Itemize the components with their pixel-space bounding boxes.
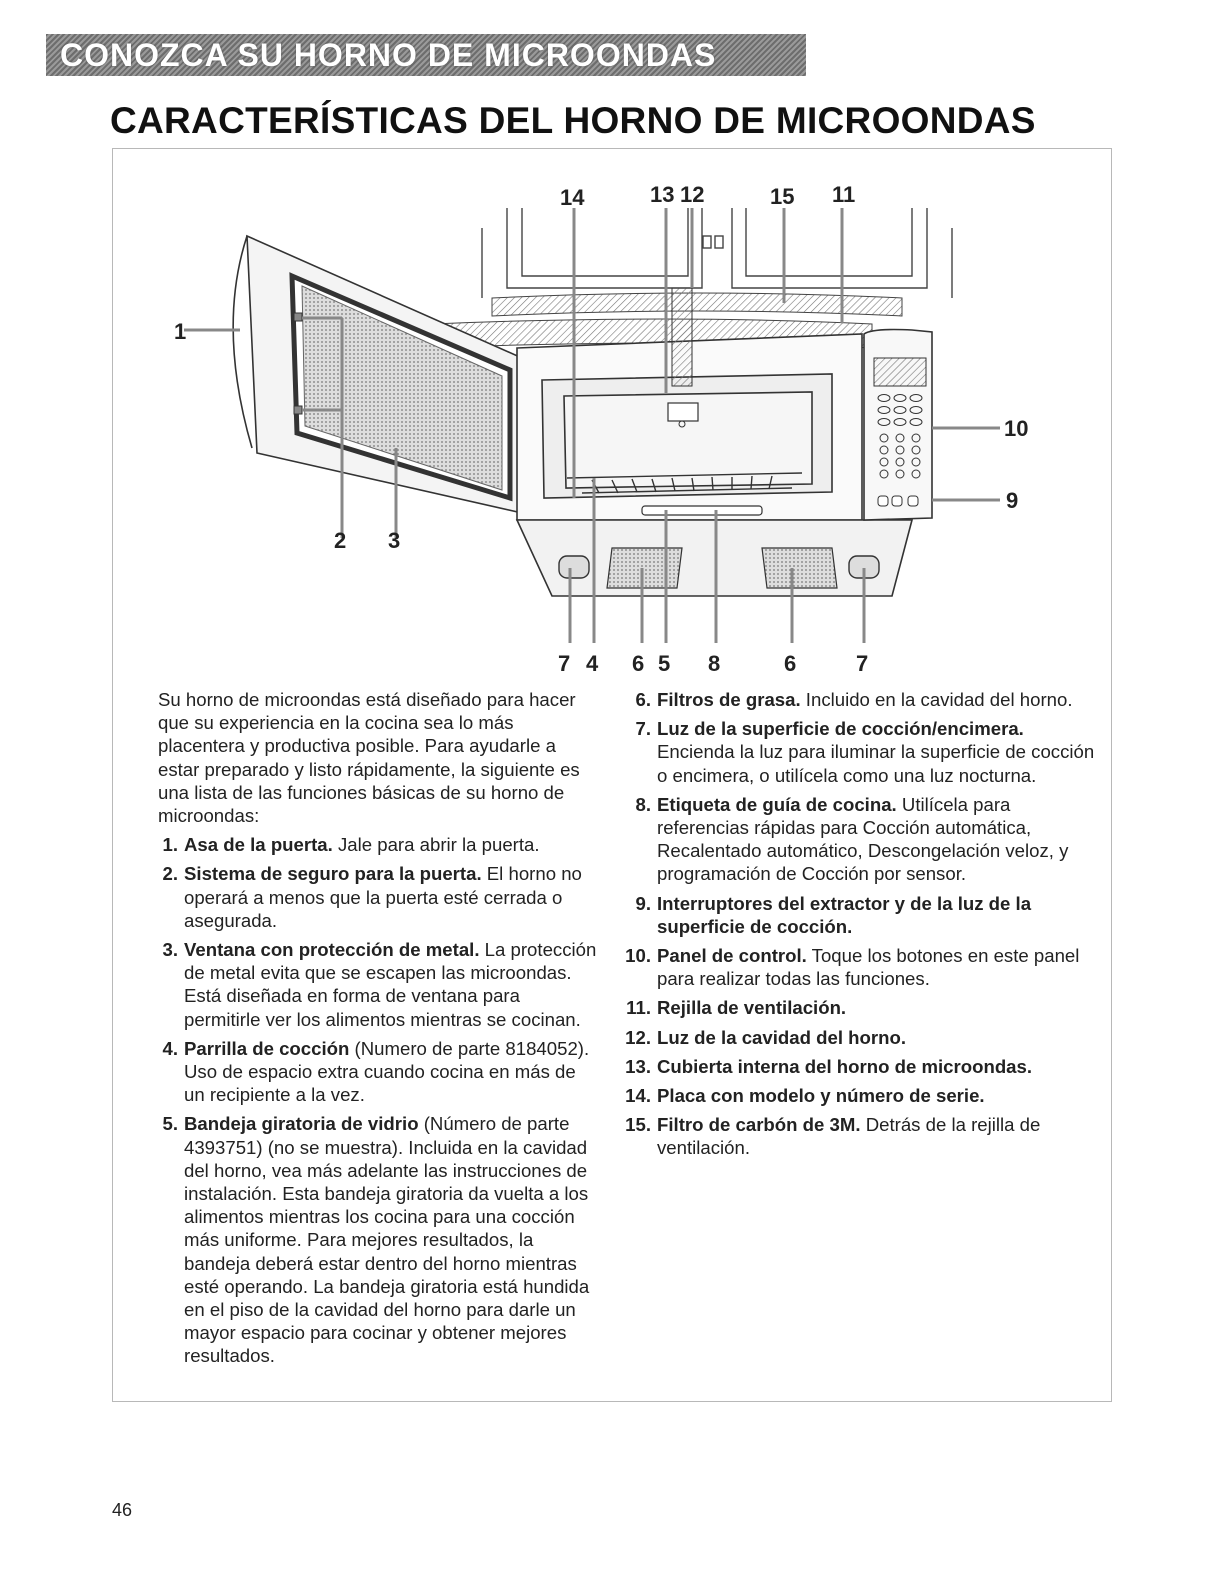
callout-6b: 6 — [784, 651, 797, 676]
callout-7b: 7 — [856, 651, 869, 676]
callout-13: 13 — [650, 182, 675, 207]
feature-list-left — [158, 833, 598, 1367]
intro-paragraph: Su horno de microondas está diseñado para hacer que su experiencia en la cocina sea lo más placentera y productiva posible. Para ayudarle a estar preparado y listo rápidamente, la siguiente es una lista de las funciones básicas de su horno de microondas: — [158, 689, 580, 827]
callout-14: 14 — [560, 185, 585, 210]
callout-2: 2 — [334, 528, 347, 553]
right-column — [621, 688, 1101, 1166]
callout-5: 5 — [658, 651, 671, 676]
list-item: 11. Rejilla de ventilación. — [626, 997, 847, 1019]
callout-6a: 6 — [632, 651, 645, 676]
list-item: 6. Filtros de grasa. Incluido en la cavidad del horno. — [635, 689, 1073, 710]
callout-4: 4 — [586, 651, 599, 676]
list-item: 1. Asa de la puerta. Jale para abrir la puerta. — [162, 834, 540, 856]
list-item: 10. Panel de control. Toque los botones en este panel para realizar todas las funciones. — [625, 945, 1080, 990]
list-item: 9. Interruptores del extractor y de la luz de la superficie de cocción. — [635, 892, 1032, 937]
list-item: 5. Bandeja giratoria de vidrio (Número de parte 4393751) (no se muestra). Incluida en la cavidad del horno, vea más adelante las instrucciones de instalación. Esta bandeja giratoria da vuelta a los alimentos mientras los cocina para una cocción más uniforme. Para mejores resultados, la bandeja deberá estar dentro del horno mientras esté operando. La bandeja giratoria está hundida en el piso de la cavidad del horno para darle un mayor espacio para cocinar y obtener mejores resultados. — [162, 1113, 590, 1367]
microwave-diagram — [112, 148, 1112, 678]
page-title: CARACTERÍSTICAS DEL HORNO DE MICROONDAS — [110, 100, 1036, 141]
list-item: 3. Ventana con protección de metal. La protección de metal evita que se escapen las microondas. Está diseñada en forma de ventana para permitirle ver los alimentos mientras se cocinan. — [162, 939, 597, 1030]
list-item: 4. Parrilla de cocción (Numero de parte 8184052). Uso de espacio extra cuando cocina en más de un recipiente a la vez. — [162, 1037, 590, 1106]
callout-1: 1 — [174, 319, 187, 344]
callout-12: 12 — [680, 182, 705, 207]
list-item: 15. Filtro de carbón de 3M. Detrás de la rejilla de ventilación. — [625, 1114, 1041, 1159]
list-item: 8. Etiqueta de guía de cocina. Utilícela para referencias rápidas para Cocción automática, Recalentado automático, Descongelación veloz, y programación de Cocción por sensor. — [635, 793, 1069, 885]
list-item: 7. Luz de la superficie de cocción/encimera. Encienda la luz para iluminar la superficie de cocción o encimera, o utilícela como una luz nocturna. — [635, 718, 1095, 786]
callout-7a: 7 — [558, 651, 571, 676]
section-banner — [46, 34, 806, 76]
section-banner-text: CONOZCA SU HORNO DE MICROONDAS — [60, 36, 717, 73]
page-number: 46 — [112, 1500, 133, 1520]
control-panel — [864, 330, 932, 521]
left-column — [158, 688, 598, 1374]
list-item: 2. Sistema de seguro para la puerta. El horno no operará a menos que la puerta esté cerrada o asegurada. — [162, 863, 582, 931]
cabinets — [482, 208, 952, 298]
callout-10: 10 — [1004, 416, 1029, 441]
callout-9: 9 — [1006, 488, 1019, 513]
callout-15: 15 — [770, 184, 795, 209]
feature-list-right — [621, 688, 1101, 1160]
cooking-guide-label — [642, 506, 762, 515]
list-item: 14. Placa con modelo y número de serie. — [625, 1085, 985, 1107]
callout-8: 8 — [708, 651, 721, 676]
list-item: 13. Cubierta interna del horno de microondas. — [625, 1055, 1033, 1077]
list-item: 12. Luz de la cavidad del horno. — [625, 1026, 906, 1048]
callout-11: 11 — [832, 182, 856, 207]
door — [233, 236, 522, 513]
callout-3: 3 — [388, 528, 401, 553]
